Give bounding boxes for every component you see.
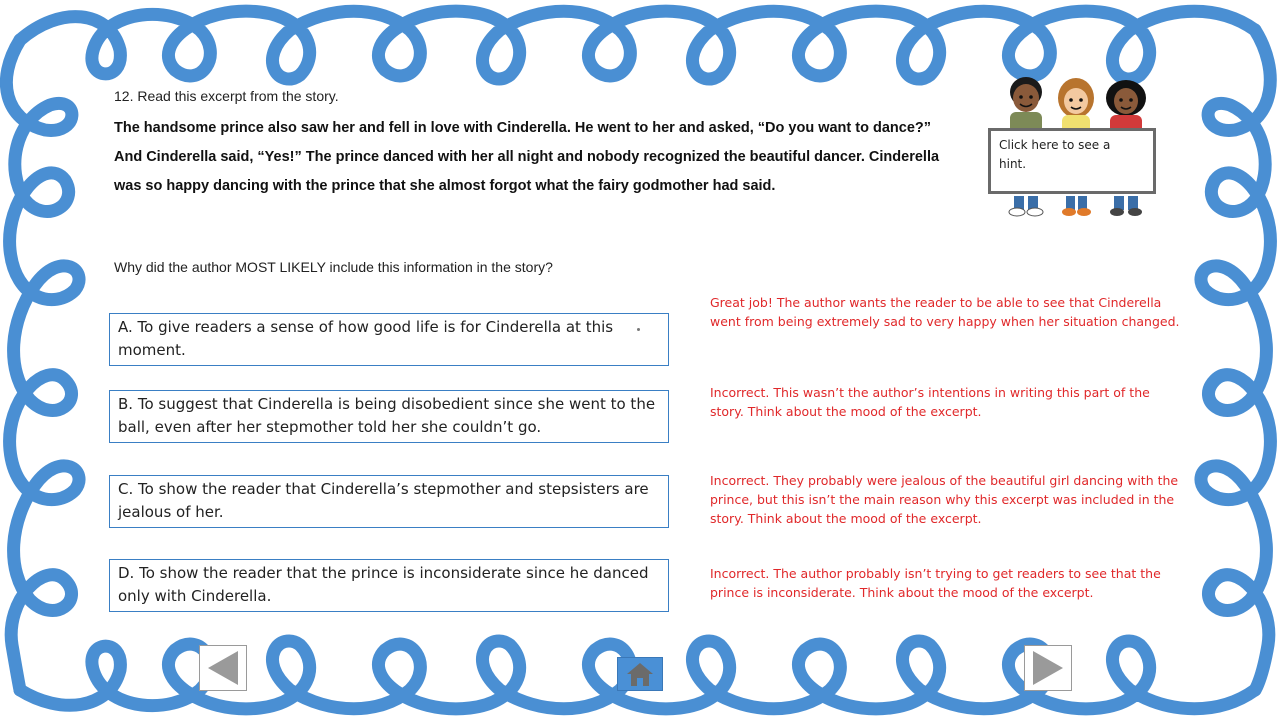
- answer-option-b[interactable]: B. To suggest that Cinderella is being disobedient since she went to the ball, even after her stepmother told her she couldn’t go.: [109, 390, 669, 443]
- story-excerpt: [114, 114, 954, 201]
- feedback-b-incorrect: Incorrect. This wasn’t the author’s intentions in writing this part of the story. Think about the mood of the excerpt.: [710, 385, 1150, 419]
- answer-option-a[interactable]: A. To give readers a sense of how good life is for Cinderella at this moment.: [109, 313, 669, 366]
- right-arrow-icon: [1025, 646, 1071, 690]
- hint-button[interactable]: [988, 128, 1160, 198]
- cursor-dot: [637, 328, 640, 331]
- next-button[interactable]: [1024, 645, 1072, 691]
- question-number: 12. Read this excerpt from the story.: [114, 88, 339, 104]
- home-button[interactable]: [617, 657, 663, 691]
- left-arrow-icon: [200, 646, 246, 690]
- excerpt-paragraph: The handsome prince also saw her and fell in love with Cinderella. He went to her and asked, “Do you want to dance?”: [114, 120, 931, 136]
- answer-option-d[interactable]: D. To show the reader that the prince is inconsiderate since he danced only with Cinderella.: [109, 559, 669, 612]
- back-button[interactable]: [199, 645, 247, 691]
- excerpt-paragraph: And Cinderella said, “Yes!” The prince danced with her all night and nobody recognized the beautiful dancer. Cinderella was so happy dancing with the prince that she almost forgot what the fairy godmother had said.: [114, 149, 940, 194]
- home-icon: [618, 658, 662, 690]
- feedback-d-incorrect: Incorrect. The author probably isn’t trying to get readers to see that the prince is inconsiderate. Think about the mood of the excerpt.: [710, 566, 1161, 600]
- feedback-c-incorrect: Incorrect. They probably were jealous of the beautiful girl dancing with the prince, but this isn’t the main reason why this excerpt was included in the story. Think about the mood of the excerpt.: [710, 473, 1179, 526]
- answer-option-c[interactable]: C. To show the reader that Cinderella’s stepmother and stepsisters are jealous of her.: [109, 475, 669, 528]
- feedback-a-correct: Great job! The author wants the reader to be able to see that Cinderella went from being extremely sad to very happy when her situation changed.: [710, 295, 1180, 329]
- hint-label: Click here to see a hint.: [999, 138, 1111, 171]
- question-prompt: Why did the author MOST LIKELY include this information in the story?: [114, 259, 553, 275]
